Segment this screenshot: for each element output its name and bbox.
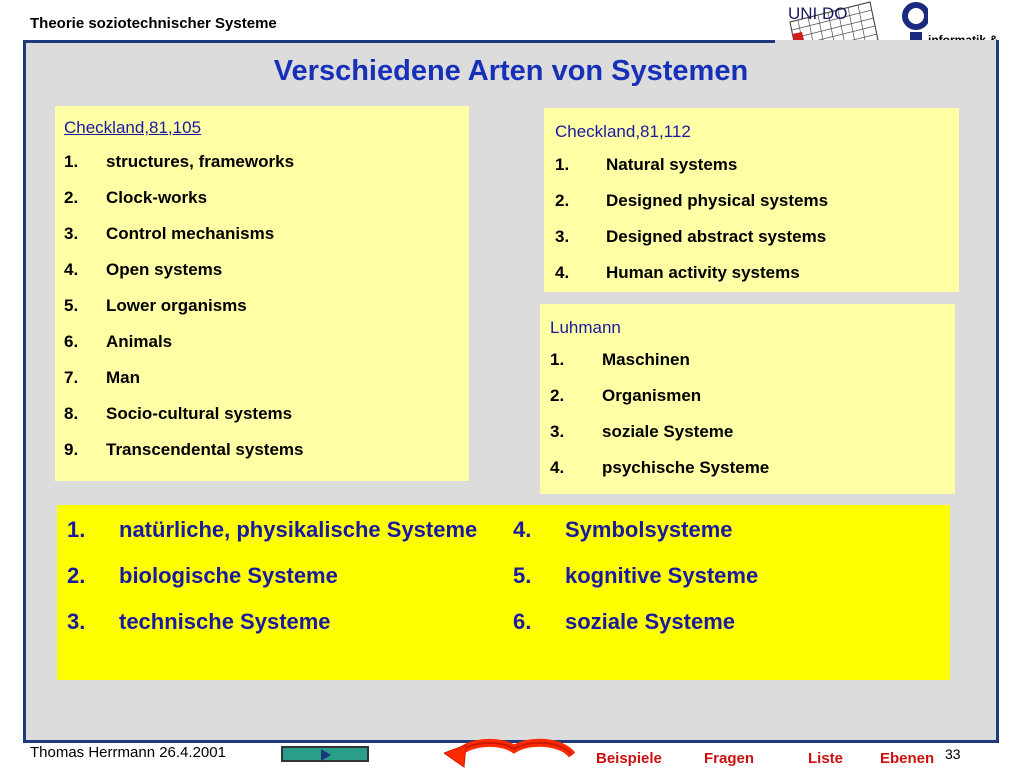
curved-return-arrow-icon[interactable] [444, 735, 584, 768]
list-item: 4. Symbolsysteme [513, 517, 733, 542]
checkland-112-list [555, 155, 951, 299]
checkland-105-box [55, 106, 469, 481]
list-item: 6. Animals [64, 332, 173, 351]
list-item: 1. Maschinen [550, 350, 690, 369]
header-title: Theorie soziotechnischer Systeme [30, 15, 277, 32]
list-item: 6. soziale Systeme [513, 609, 735, 634]
list-item: 2. Designed physical systems [555, 191, 829, 210]
list-item: 1. natürliche, physikalische Systeme [67, 517, 478, 542]
nav-link-beispiele[interactable]: Beispiele [596, 750, 662, 767]
list-item: 1. Natural systems [555, 155, 738, 174]
list-item: 1. structures, frameworks [64, 152, 295, 171]
footer-author: Thomas Herrmann 26.4.2001 [30, 744, 226, 761]
checkland-112-box [544, 108, 959, 292]
play-arrow-icon [321, 749, 331, 761]
luhmann-list [550, 350, 947, 494]
list-item: 3. Designed abstract systems [555, 227, 827, 246]
list-item: 4. Open systems [64, 260, 223, 279]
nav-link-liste[interactable]: Liste [808, 750, 844, 767]
list-item: 4. Human activity systems [555, 263, 800, 282]
luhmann-box [540, 304, 955, 494]
nav-link-fragen[interactable]: Fragen [704, 750, 755, 767]
list-item: 3. technische Systeme [67, 609, 331, 634]
list-item: 2. biologische Systeme [67, 563, 338, 588]
list-item: 7. Man [64, 368, 140, 387]
summary-list-right [513, 515, 933, 653]
panel-top-border [23, 40, 775, 43]
summary-box [57, 505, 950, 680]
list-item: 5. Lower organisms [64, 296, 247, 315]
uni-do-text: UNI DO [788, 4, 848, 23]
summary-list-left [67, 515, 487, 653]
list-item: 8. Socio-cultural systems [64, 404, 293, 423]
list-item: 3. soziale Systeme [550, 422, 734, 441]
list-item: 5. kognitive Systeme [513, 563, 759, 588]
list-item: 2. Clock-works [64, 188, 208, 207]
list-item: 9. Transcendental systems [64, 440, 304, 459]
checkland-112-heading: Checkland,81,112 [555, 122, 691, 141]
next-slide-button[interactable] [281, 746, 369, 762]
luhmann-heading: Luhmann [550, 318, 621, 337]
list-item: 2. Organismen [550, 386, 702, 405]
list-item: 3. Control mechanisms [64, 224, 275, 243]
nav-link-ebenen[interactable]: Ebenen [880, 750, 935, 767]
checkland-105-list [64, 152, 461, 476]
page-number: 33 [945, 746, 961, 762]
page-title: Verschiedene Arten von Systemen [273, 55, 749, 87]
list-item: 4. psychische Systeme [550, 458, 770, 477]
checkland-105-link[interactable]: Checkland,81,105 [64, 118, 202, 137]
